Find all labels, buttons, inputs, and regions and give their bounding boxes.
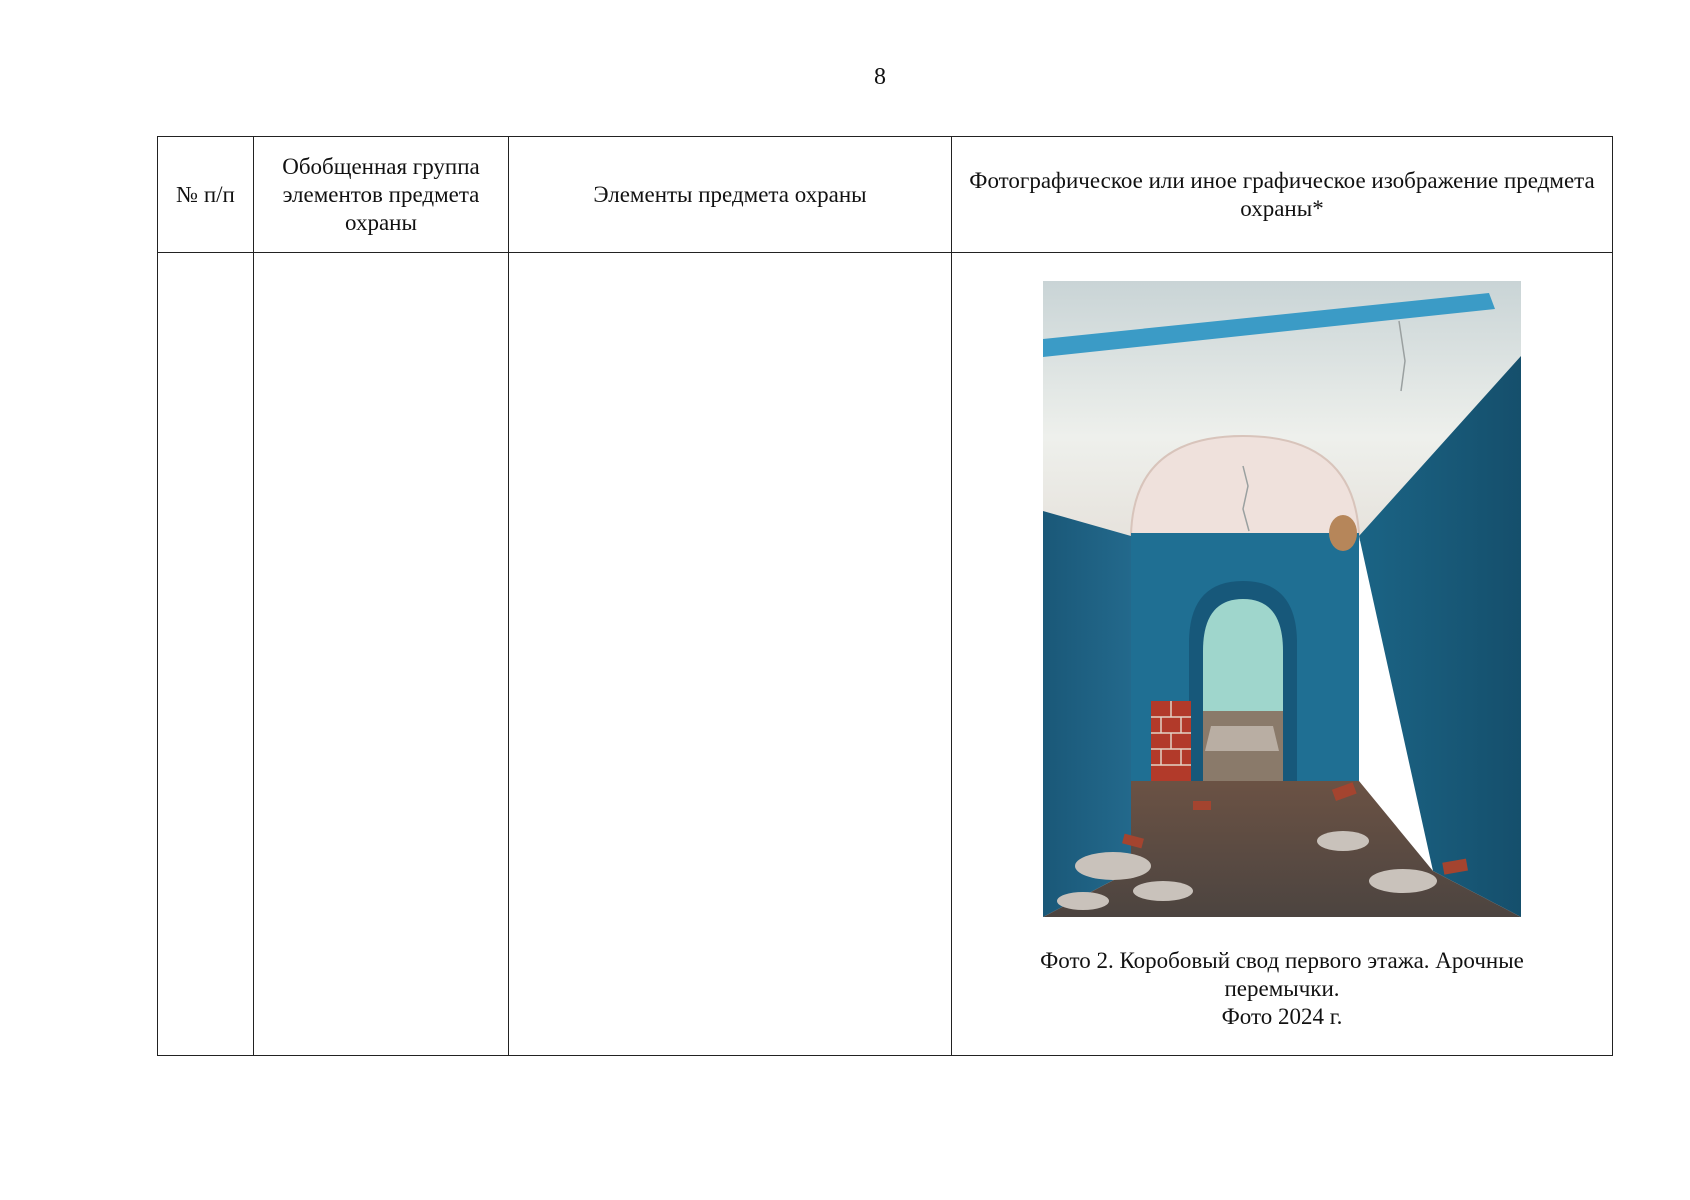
caption-line-2: Фото 2024 г. xyxy=(1221,1004,1343,1029)
vault-corridor-photo xyxy=(1043,281,1521,917)
cell-elements xyxy=(509,253,952,1056)
caption-line-1: Фото 2. Коробовый свод первого этажа. Арочные перемычки. xyxy=(1040,948,1524,1001)
header-group: Обобщенная группа элементов предмета охраны xyxy=(254,137,509,253)
table-header-row xyxy=(158,137,1613,253)
table-row xyxy=(158,253,1613,1056)
header-photo: Фотографическое или иное графическое изображение предмета охраны* xyxy=(952,137,1613,253)
header-num: № п/п xyxy=(158,137,254,253)
cell-group xyxy=(254,253,509,1056)
protection-subject-table xyxy=(157,136,1613,1056)
page-number: 8 xyxy=(874,64,886,90)
cell-num xyxy=(158,253,254,1056)
cell-photo xyxy=(952,253,1613,1056)
photo-caption xyxy=(952,947,1612,1031)
header-elements: Элементы предмета охраны xyxy=(509,137,952,253)
